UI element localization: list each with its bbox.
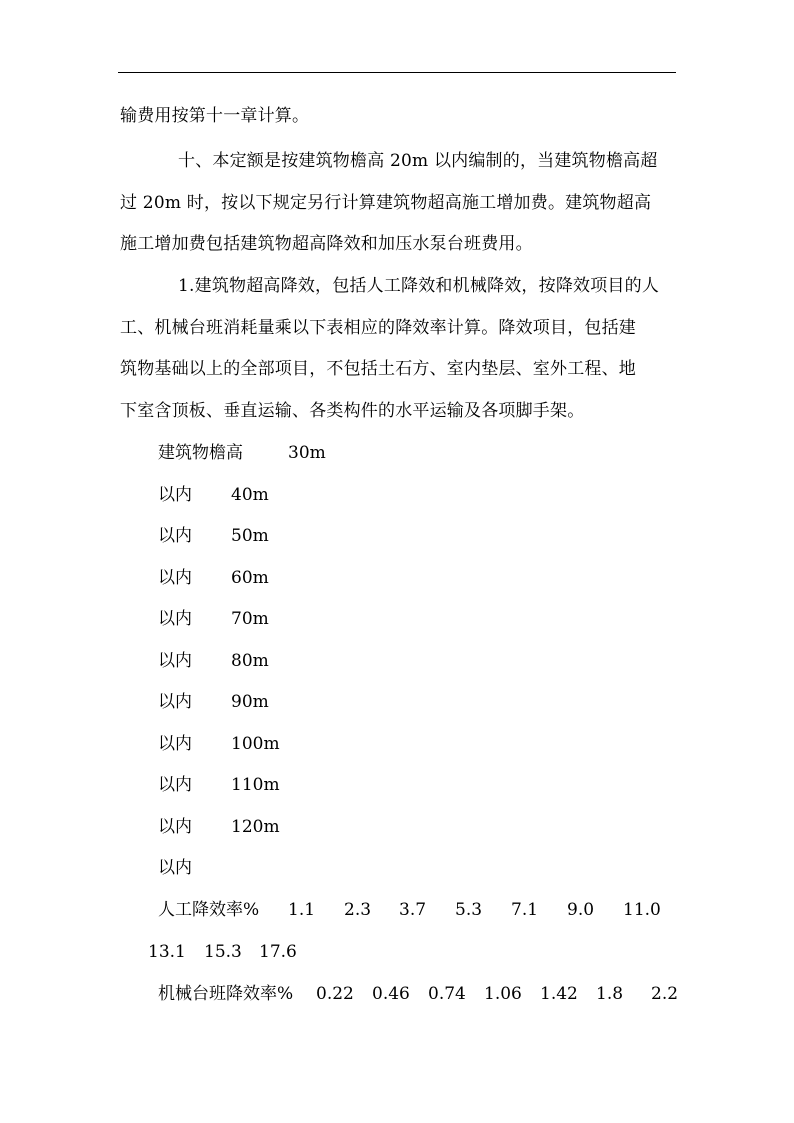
height-value: 40m: [231, 485, 269, 505]
machine-value: 1.8: [596, 984, 624, 1004]
within-label: 以内: [158, 651, 192, 671]
labor-value: 13.1: [148, 942, 186, 962]
within-label: 以内: [158, 526, 192, 546]
labor-label: 人工降效率%: [158, 900, 260, 920]
machine-label: 机械台班降效率%: [158, 984, 294, 1004]
labor-value: 9.0: [567, 900, 595, 920]
labor-value: 15.3: [204, 942, 242, 962]
labor-value: 17.6: [259, 942, 297, 962]
paragraph-line: 输费用按第十一章计算。: [120, 106, 310, 126]
height-value: 110m: [231, 775, 280, 795]
machine-value: 2.2: [651, 984, 679, 1004]
labor-value: 1.1: [288, 900, 316, 920]
within-label: 以内: [158, 734, 192, 754]
header-rule: [118, 72, 676, 73]
within-label: 以内: [158, 609, 192, 629]
paragraph-line: 过 20m 时，按以下规定另行计算建筑物超高施工增加费。建筑物超高: [120, 193, 652, 213]
within-label: 以内: [158, 485, 192, 505]
height-value: 80m: [231, 651, 269, 671]
labor-value: 3.7: [399, 900, 427, 920]
machine-value: 0.22: [316, 984, 354, 1004]
paragraph-line: 工、机械台班消耗量乘以下表相应的降效率计算。降效项目，包括建: [120, 318, 636, 338]
height-value: 30m: [288, 443, 326, 463]
machine-value: 1.06: [484, 984, 522, 1004]
height-value: 50m: [231, 526, 269, 546]
machine-value: 0.46: [372, 984, 410, 1004]
labor-value: 11.0: [623, 900, 661, 920]
labor-value: 5.3: [455, 900, 483, 920]
paragraph-line: 下室含顶板、垂直运输、各类构件的水平运输及各项脚手架。: [120, 401, 585, 421]
paragraph-line: 十、本定额是按建筑物檐高 20m 以内编制的，当建筑物檐高超: [178, 151, 658, 171]
height-value: 120m: [231, 817, 280, 837]
labor-value: 2.3: [344, 900, 372, 920]
within-label: 以内: [158, 568, 192, 588]
paragraph-line: 1.建筑物超高降效，包括人工降效和机械降效，按降效项目的人: [178, 276, 660, 296]
paragraph-line: 筑物基础以上的全部项目，不包括土石方、室内垫层、室外工程、地: [120, 359, 636, 379]
within-label: 以内: [158, 692, 192, 712]
machine-value: 0.74: [428, 984, 466, 1004]
within-label: 以内: [158, 775, 192, 795]
height-value: 70m: [231, 609, 269, 629]
height-value: 90m: [231, 692, 269, 712]
labor-value: 7.1: [511, 900, 539, 920]
paragraph-line: 施工增加费包括建筑物超高降效和加压水泵台班费用。: [120, 234, 533, 254]
height-value: 100m: [231, 734, 280, 754]
within-label: 以内: [158, 858, 192, 878]
header-label: 建筑物檐高: [158, 443, 243, 463]
machine-value: 1.42: [540, 984, 578, 1004]
within-label: 以内: [158, 817, 192, 837]
height-value: 60m: [231, 568, 269, 588]
